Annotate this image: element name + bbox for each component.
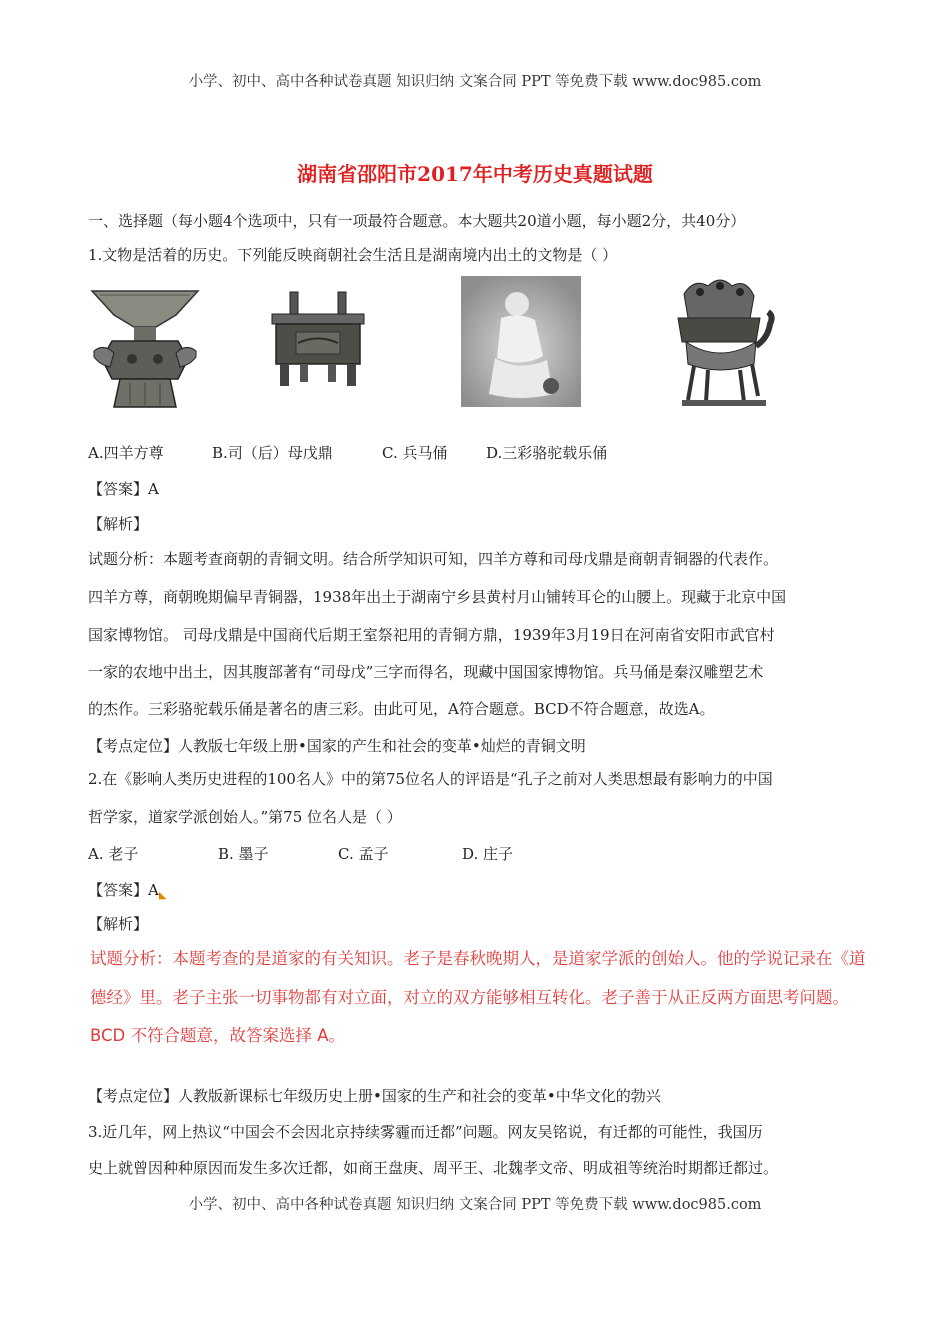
- q2-analysis-line: 德经》里。老子主张一切事物都有对立面，对立的双方能够相互转化。老子善于从正反两方面思考问题。: [90, 988, 849, 1007]
- q2-answer-row: [88, 879, 167, 901]
- q1-analysis-line: 国家博物馆。 司母戊鼎是中国商代后期王室祭祀用的青铜方鼎，1939年3月19日在河南省安阳市武官村: [88, 626, 775, 644]
- q2-stem-line: 哲学家，道家学派创始人。”第75 位名人是（ ）: [88, 808, 402, 826]
- page-header: 小学、初中、高中各种试卷真题 知识归纳 文案合同 PPT 等免费下载 www.doc985.com: [188, 74, 762, 90]
- q1-option-c: C. 兵马俑: [382, 444, 448, 462]
- q1-option-b: B.司（后）母戊鼎: [212, 444, 333, 462]
- q2-stem-line: 2.在《影响人类历史进程的100名人》中的第75位名人的评语是“孔子之前对人类思想最有影响力的中国: [88, 770, 773, 788]
- q1-analysis-label: 【解析】: [88, 515, 149, 533]
- q1-analysis-line: 四羊方尊，商朝晚期偏早青铜器，1938年出土于湖南宁乡县黄村月山铺转耳仑的山腰上。现藏于北京中国: [88, 588, 787, 606]
- q1-option-a: A.四羊方尊: [88, 444, 164, 462]
- q2-options: [88, 843, 513, 864]
- q1-option-d: D.三彩骆驼载乐俑: [486, 444, 608, 462]
- q1-stem: 1.文物是活着的历史。下列能反映商朝社会生活且是湖南境内出土的文物是（ ）: [88, 246, 618, 264]
- q2-option-b: B. 墨子: [218, 845, 269, 863]
- q1-analysis-line: 一家的农地中出土，因其腹部著有“司母戊”三字而得名，现藏中国国家博物馆。兵马俑是秦汉雕塑艺术: [88, 663, 764, 681]
- q2-option-a: A. 老子: [88, 845, 139, 863]
- section-heading: 一、选择题（每小题4个选项中，只有一项最符合题意。本大题共20道小题，每小题2分，共40分）: [88, 212, 746, 230]
- q2-analysis-line: 试题分析：本题考查的是道家的有关知识。老子是春秋晚期人，是道家学派的创始人。他的学说记录在《道: [90, 949, 866, 968]
- q1-analysis-line: 的杰作。三彩骆驼载乐俑是著名的唐三彩。由此可见，A符合题意。BCD不符合题意，故选A。: [88, 700, 715, 718]
- q1-options: [88, 442, 607, 463]
- q2-answer: 【答案】A: [88, 881, 159, 899]
- q2-knowledge-point: 【考点定位】人教版新课标七年级历史上册•国家的生产和社会的变革•中华文化的勃兴: [88, 1087, 661, 1105]
- terracotta-warrior-image: [461, 276, 581, 407]
- q2-option-d: D. 庄子: [462, 845, 514, 863]
- four-goat-zun-image: [90, 287, 200, 412]
- simuwu-ding-image: [268, 290, 368, 390]
- page-title: 湖南省邵阳市2017年中考历史真题试题: [297, 162, 653, 186]
- q2-option-c: C. 孟子: [338, 845, 389, 863]
- q2-analysis-line: BCD 不符合题意，故答案选择 A。: [90, 1026, 346, 1045]
- page-footer: 小学、初中、高中各种试卷真题 知识归纳 文案合同 PPT 等免费下载 www.doc985.com: [188, 1197, 762, 1213]
- q1-knowledge-point: 【考点定位】人教版七年级上册•国家的产生和社会的变革•灿烂的青铜文明: [88, 737, 586, 755]
- q3-stem-line: 3.近几年，网上热议“中国会不会因北京持续雾霾而迁都”问题。网友吴铭说，有迁都的可能性，我国历: [88, 1123, 763, 1141]
- q1-answer: 【答案】A: [88, 480, 159, 498]
- q3-stem-line: 史上就曾因种种原因而发生多次迁都，如商王盘庚、周平王、北魏孝文帝、明成祖等统治时期都迁都过。: [88, 1159, 779, 1177]
- q2-analysis-label: 【解析】: [88, 915, 149, 933]
- cursor-caret-icon: ◣: [158, 890, 167, 901]
- camel-musicians-image: [664, 272, 776, 412]
- q1-analysis-line: 试题分析：本题考查商朝的青铜文明。结合所学知识可知，四羊方尊和司母戊鼎是商朝青铜器的代表作。: [88, 550, 779, 568]
